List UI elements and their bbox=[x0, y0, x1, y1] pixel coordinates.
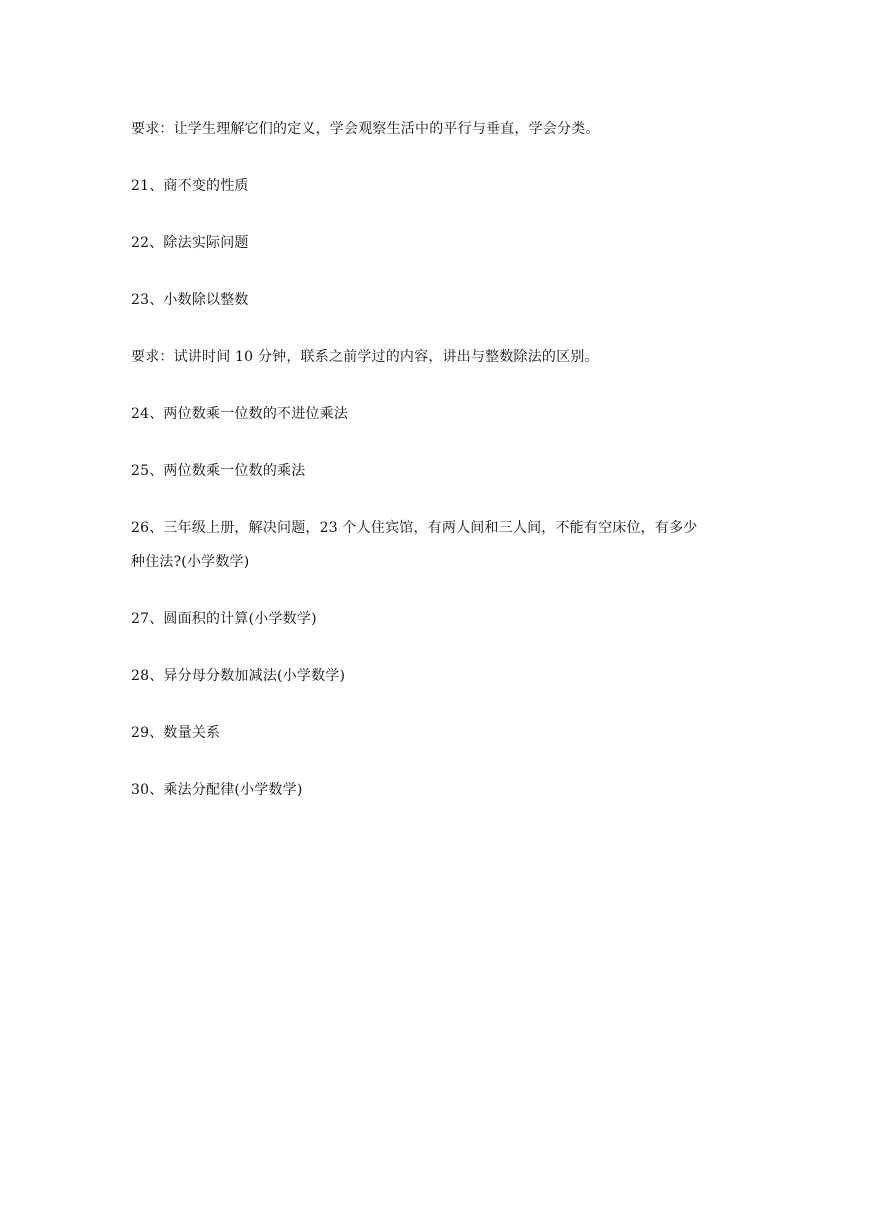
list-item-22: 22、除法实际问题 bbox=[131, 235, 249, 251]
list-item-30: 30、乘法分配律(小学数学) bbox=[131, 782, 303, 798]
requirement-text-2: 要求：试讲时间 10 分钟，联系之前学过的内容，讲出与整数除法的区别。 bbox=[131, 349, 599, 365]
list-item-27: 27、圆面积的计算(小学数学) bbox=[131, 611, 317, 627]
list-item-26-continuation: 种住法?(小学数学) bbox=[131, 554, 250, 570]
list-item-21: 21、商不变的性质 bbox=[131, 178, 249, 194]
list-item-23: 23、小数除以整数 bbox=[131, 292, 249, 308]
list-item-29: 29、数量关系 bbox=[131, 725, 221, 741]
requirement-text-1: 要求：让学生理解它们的定义，学会观察生活中的平行与垂直，学会分类。 bbox=[131, 121, 600, 137]
list-item-28: 28、异分母分数加减法(小学数学) bbox=[131, 668, 346, 684]
list-item-26: 26、三年级上册，解决问题，23 个人住宾馆，有两人间和三人间，不能有空床位，有多少 bbox=[131, 520, 698, 536]
list-item-25: 25、两位数乘一位数的乘法 bbox=[131, 463, 306, 479]
list-item-24: 24、两位数乘一位数的不进位乘法 bbox=[131, 406, 349, 422]
